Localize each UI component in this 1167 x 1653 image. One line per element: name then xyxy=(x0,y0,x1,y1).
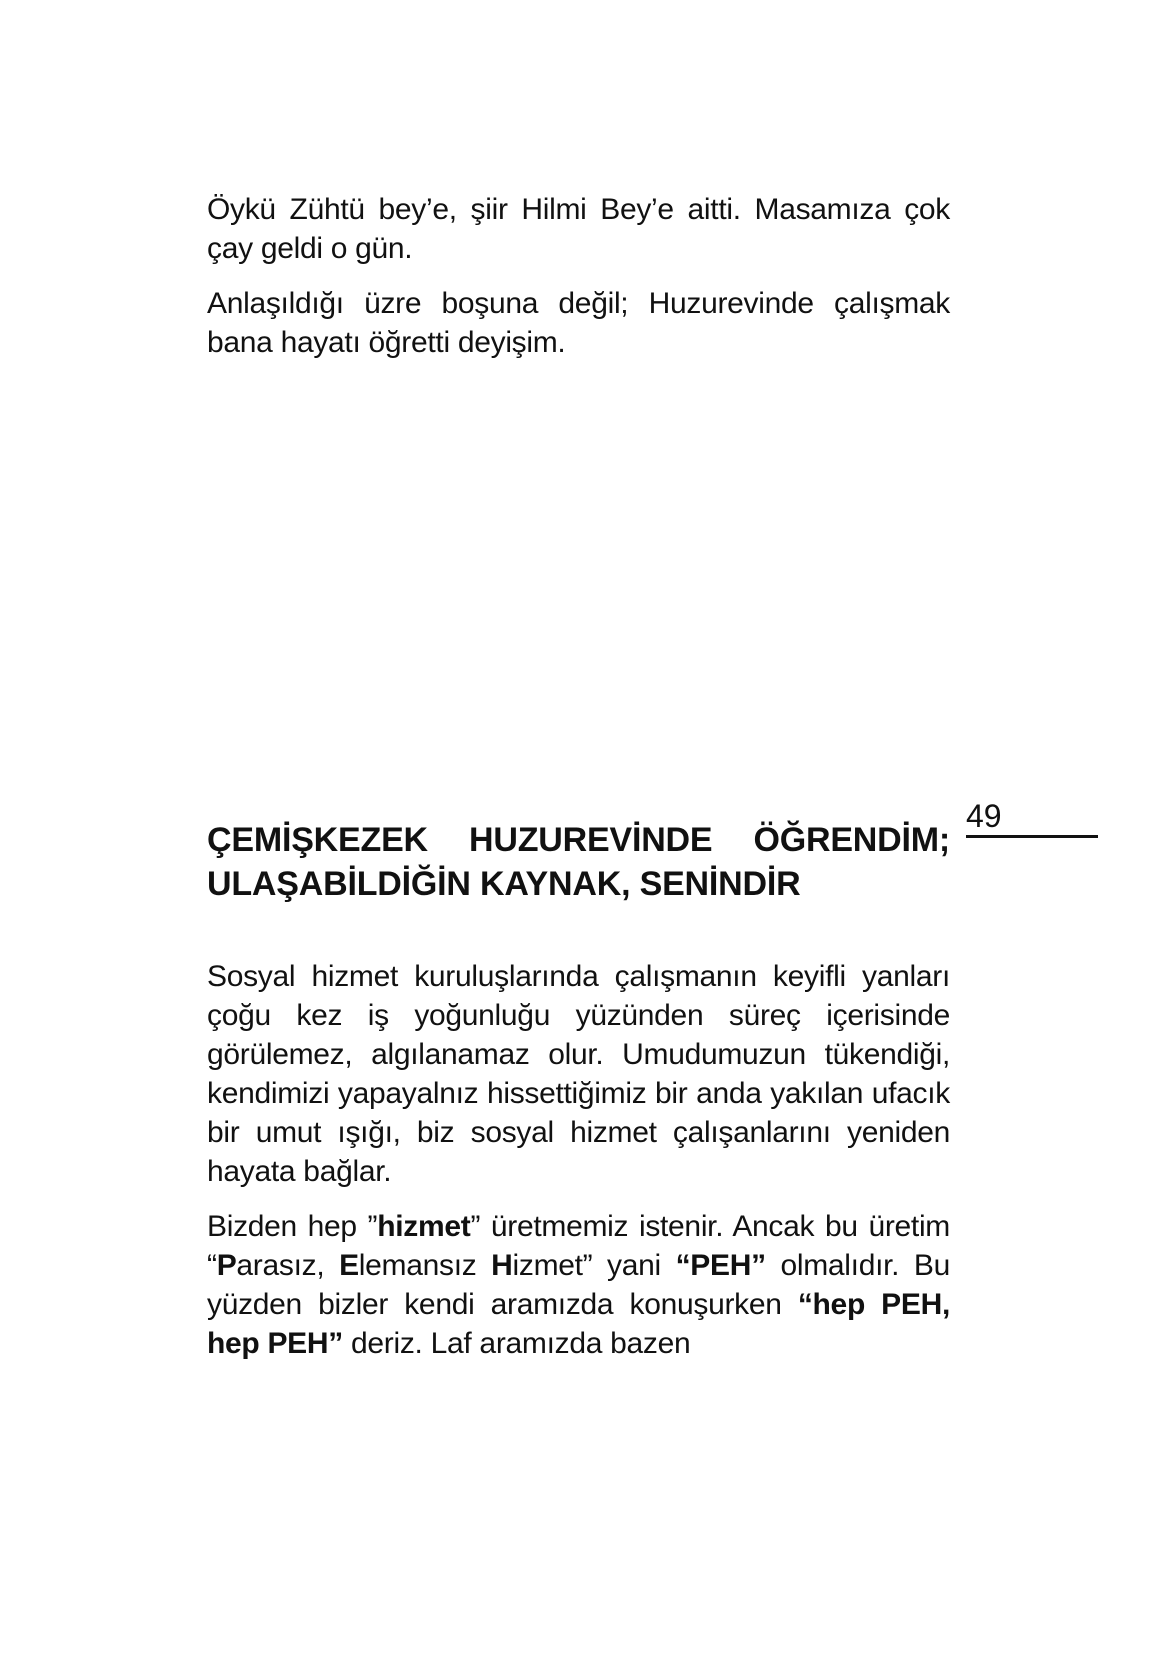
text-segment: arasız, xyxy=(236,1249,340,1282)
intro-paragraph-2: Anlaşıldığı üzre boşuna değil; Huzurevinde çalışmak bana hayatı öğretti deyişim. xyxy=(207,287,950,359)
section-body-block xyxy=(207,957,950,1379)
section-heading: ÇEMİŞKEZEK HUZUREVİNDE ÖĞRENDİM; ULAŞABİLDİĞİN KAYNAK, SENİNDİR xyxy=(207,821,950,903)
text-segment: ” üretmemiz istenir. Ancak bu üretim “ xyxy=(207,1210,950,1282)
bold-text-segment: P xyxy=(216,1249,237,1282)
page-number-rule xyxy=(966,799,1098,838)
intro-block xyxy=(207,190,950,378)
bold-text-segment: “hep PEH, hep PEH” xyxy=(207,1288,950,1360)
intro-paragraph-1: Öykü Zühtü bey’e, şiir Hilmi Bey’e aitti. Masamıza çok çay geldi o gün. xyxy=(207,193,950,265)
section-paragraph-2 xyxy=(207,1207,950,1363)
text-segment: olmalıdır. Bu yüzden bizler kendi aramızda konuşurken xyxy=(207,1249,950,1321)
text-segment: Bizden hep ” xyxy=(207,1210,378,1243)
text-segment: lemansız xyxy=(358,1249,492,1282)
text-segment: deriz. Laf aramızda bazen xyxy=(342,1327,691,1360)
page-number: 49 xyxy=(966,798,1002,834)
bold-text-segment: “PEH” xyxy=(675,1249,766,1282)
section-paragraph-1: Sosyal hizmet kuruluşlarında çalışmanın keyifli yanları çoğu kez iş yoğunluğu yüzünden süreç içerisinde görülemez, algılanamaz olur. Umudumuzun tükendiği, kendimizi yapayalnız hissettiğimiz bir anda yakılan ufacık bir umut ışığı, biz sosyal hizmet çalışanlarını yeniden hayata bağlar. xyxy=(207,960,950,1188)
bold-text-segment: H xyxy=(491,1249,513,1282)
bold-text-segment: hizmet xyxy=(377,1210,471,1243)
text-segment: izmet” yani xyxy=(512,1249,676,1282)
section-heading-block xyxy=(207,818,950,906)
bold-text-segment: E xyxy=(339,1249,359,1282)
